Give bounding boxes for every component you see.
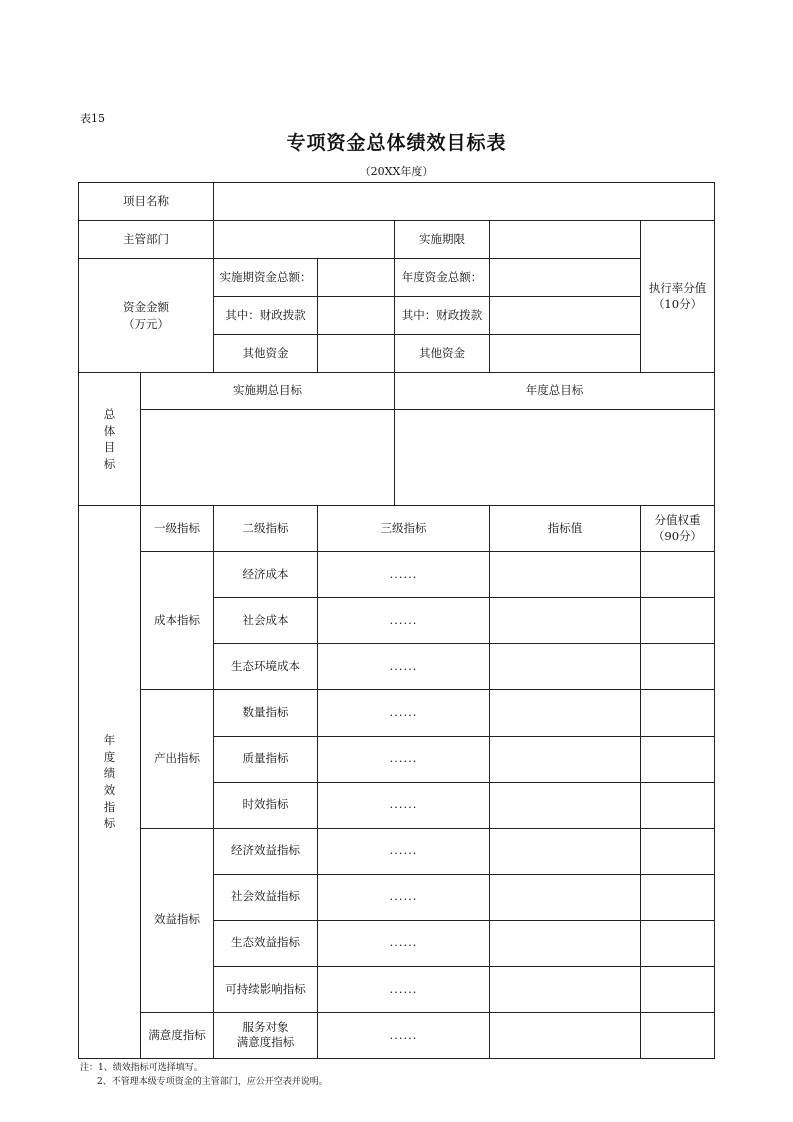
weight-field[interactable] xyxy=(641,966,715,1012)
economic-benefit-label: 经济效益指标 xyxy=(214,828,318,874)
level1-header: 一级指标 xyxy=(141,506,214,552)
table-row xyxy=(79,506,715,552)
dept-label: 主管部门 xyxy=(79,221,214,259)
year-goal-field[interactable] xyxy=(395,410,715,506)
service-satisfaction-label xyxy=(214,1012,318,1058)
fiscal-label: 其中：财政拨款 xyxy=(214,297,318,335)
service-satisfaction-line2: 满意度指标 xyxy=(236,1035,295,1050)
document-title: 专项资金总体绩效目标表 xyxy=(286,132,507,154)
cost-indicator-label: 成本指标 xyxy=(141,552,214,690)
weight-field[interactable] xyxy=(641,690,715,736)
level3-field[interactable]: ...... xyxy=(318,736,490,782)
level3-field[interactable]: ...... xyxy=(318,966,490,1012)
year-total-label: 年度资金总额： xyxy=(395,259,490,297)
table-row xyxy=(79,221,715,259)
fiscal-field[interactable] xyxy=(318,297,395,335)
year-total-field[interactable] xyxy=(490,259,641,297)
other-funds-field-2[interactable] xyxy=(490,335,641,373)
performance-goal-table xyxy=(78,182,715,1059)
fiscal-field-2[interactable] xyxy=(490,297,641,335)
weight-field[interactable] xyxy=(641,874,715,920)
value-field[interactable] xyxy=(490,690,641,736)
level3-header: 三级指标 xyxy=(318,506,490,552)
level3-field[interactable]: ...... xyxy=(318,874,490,920)
other-funds-label-2: 其他资金 xyxy=(395,335,490,373)
value-field[interactable] xyxy=(490,598,641,644)
document-year: （20XX年度） xyxy=(359,165,434,178)
weight-field[interactable] xyxy=(641,736,715,782)
period-goal-label: 实施期总目标 xyxy=(141,373,395,410)
period-goal-field[interactable] xyxy=(141,410,395,506)
weight-field[interactable] xyxy=(641,552,715,598)
year-goal-label: 年度总目标 xyxy=(395,373,715,410)
value-field[interactable] xyxy=(490,828,641,874)
table-row xyxy=(79,1012,715,1058)
level3-field[interactable]: ...... xyxy=(318,1012,490,1058)
eco-cost-label: 生态环境成本 xyxy=(214,644,318,690)
sustainability-indicator-label: 可持续影响指标 xyxy=(214,966,318,1012)
level3-field[interactable]: ...... xyxy=(318,828,490,874)
period-total-label: 实施期资金总额： xyxy=(214,259,318,297)
annual-indicators-label: 年度绩效指标 xyxy=(79,506,141,1059)
level2-header: 二级指标 xyxy=(214,506,318,552)
footnote-2: 2、不管理本级专项资金的主管部门，应公开空表并说明。 xyxy=(97,1076,328,1087)
level3-field[interactable]: ...... xyxy=(318,598,490,644)
other-funds-field[interactable] xyxy=(318,335,395,373)
weight-header: 分值权重（90分） xyxy=(641,506,715,552)
quality-indicator-label: 质量指标 xyxy=(214,736,318,782)
eco-benefit-label: 生态效益指标 xyxy=(214,920,318,966)
weight-field[interactable] xyxy=(641,598,715,644)
table-row xyxy=(79,828,715,874)
table-row xyxy=(79,259,715,297)
value-field[interactable] xyxy=(490,966,641,1012)
period-field[interactable] xyxy=(490,221,641,259)
quantity-indicator-label: 数量指标 xyxy=(214,690,318,736)
footnote-1: 注：1、绩效指标可选择填写。 xyxy=(80,1063,203,1073)
overall-goal-label: 总体目标 xyxy=(79,373,141,506)
level3-field[interactable]: ...... xyxy=(318,690,490,736)
level3-field[interactable]: ...... xyxy=(318,552,490,598)
footnotes xyxy=(80,1062,328,1089)
other-funds-label: 其他资金 xyxy=(214,335,318,373)
exec-score-label: 执行率分值（10分） xyxy=(641,221,715,373)
economic-cost-label: 经济成本 xyxy=(214,552,318,598)
social-benefit-label: 社会效益指标 xyxy=(214,874,318,920)
dept-field[interactable] xyxy=(214,221,395,259)
weight-field[interactable] xyxy=(641,828,715,874)
table-row xyxy=(79,690,715,736)
project-name-field[interactable] xyxy=(214,183,715,221)
weight-field[interactable] xyxy=(641,782,715,828)
value-header: 指标值 xyxy=(490,506,641,552)
table-row xyxy=(79,552,715,598)
project-name-label: 项目名称 xyxy=(79,183,214,221)
fund-amount-label: 资金金额（万元） xyxy=(79,259,214,373)
fiscal-label-2: 其中：财政拨款 xyxy=(395,297,490,335)
service-satisfaction-line1: 服务对象 xyxy=(242,1019,289,1034)
social-cost-label: 社会成本 xyxy=(214,598,318,644)
level3-field[interactable]: ...... xyxy=(318,782,490,828)
table-row xyxy=(79,410,715,506)
timeliness-indicator-label: 时效指标 xyxy=(214,782,318,828)
satisfaction-indicator-label: 满意度指标 xyxy=(141,1012,214,1058)
weight-field[interactable] xyxy=(641,644,715,690)
period-label: 实施期限 xyxy=(395,221,490,259)
value-field[interactable] xyxy=(490,552,641,598)
table-number: 表15 xyxy=(80,112,105,125)
table-row xyxy=(79,373,715,410)
weight-field[interactable] xyxy=(641,1012,715,1058)
benefit-indicator-label: 效益指标 xyxy=(141,828,214,1012)
table-row xyxy=(79,183,715,221)
weight-field[interactable] xyxy=(641,920,715,966)
period-total-field[interactable] xyxy=(318,259,395,297)
value-field[interactable] xyxy=(490,736,641,782)
value-field[interactable] xyxy=(490,920,641,966)
value-field[interactable] xyxy=(490,782,641,828)
value-field[interactable] xyxy=(490,1012,641,1058)
value-field[interactable] xyxy=(490,644,641,690)
level3-field[interactable]: ...... xyxy=(318,920,490,966)
output-indicator-label: 产出指标 xyxy=(141,690,214,828)
level3-field[interactable]: ...... xyxy=(318,644,490,690)
value-field[interactable] xyxy=(490,874,641,920)
